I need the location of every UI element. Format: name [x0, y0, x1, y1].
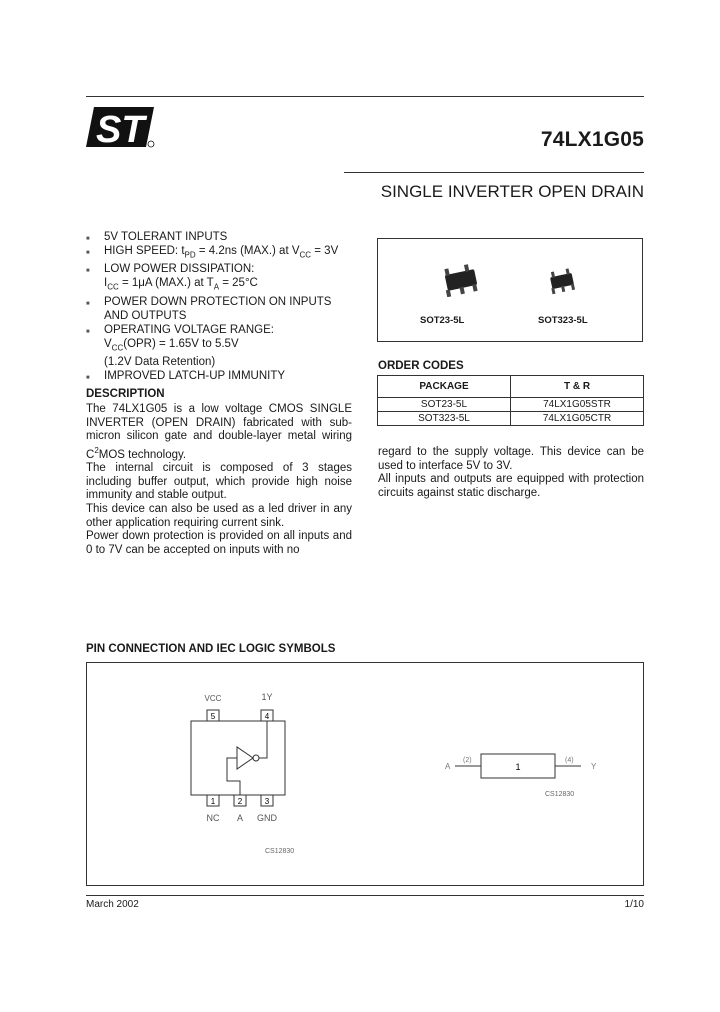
sot323-package-icon: [544, 267, 580, 295]
figure-code: CS12830: [545, 791, 575, 798]
pin-3-number: 3: [264, 797, 270, 806]
ic-body: [191, 721, 285, 795]
iec-box-label: 1: [515, 762, 521, 772]
description-text: The 74LX1G05 is a low voltage CMOS SINGLE INVERTER (OPEN DRAIN) fabricated with sub-micron silicon gate and double-layer metal wiring $C^2MOS$ technology. The internal circuit is composed of 3 stages including buffer output, which provide high noise immunity and stable output. This device can also be used as a led driver in any other application requiring current sink. Power down protection is provided on all inputs and 0 to 7V can be accepted on inputs with no: [86, 403, 352, 556]
table-cell: SOT323-5L: [378, 412, 511, 426]
description-heading: DESCRIPTION: [86, 388, 165, 400]
package-box: [377, 238, 643, 342]
package-label-sot23: SOT23-5L: [420, 315, 465, 326]
column-header-package: PACKAGE: [378, 376, 511, 398]
table-header-row: [378, 376, 644, 398]
table-row: [378, 412, 644, 426]
bullet-icon: ■: [86, 328, 90, 335]
pin-2-number: 2: [237, 797, 243, 806]
y-label: 1Y: [261, 692, 273, 702]
order-codes-heading: ORDER CODES: [378, 360, 464, 372]
vcc-label: VCC: [204, 694, 222, 703]
header-rule: [86, 96, 644, 97]
order-codes-table: [377, 375, 644, 426]
part-number: 74LX1G05: [540, 128, 644, 151]
bullet-icon: ■: [86, 374, 90, 381]
gnd-label: GND: [257, 813, 277, 823]
pin-1-number: 1: [210, 797, 216, 806]
nc-label: NC: [206, 813, 220, 823]
feature-item: ■ IMPROVED LATCH-UP IMMUNITY: [86, 369, 361, 383]
package-label-sot323: SOT323-5L: [538, 315, 588, 326]
pin-connection-box: [86, 662, 644, 886]
document-subtitle: SINGLE INVERTER OPEN DRAIN: [380, 182, 644, 201]
feature-item: ■ 5V TOLERANT INPUTS: [86, 230, 361, 244]
footer-rule: [86, 895, 644, 896]
bullet-icon: ■: [86, 236, 90, 242]
table-cell: 74LX1G05CTR: [511, 412, 644, 426]
table-row: [378, 398, 644, 412]
iec-output-label: Y: [591, 762, 597, 771]
a-label: A: [236, 813, 244, 823]
pin-connection-heading: PIN CONNECTION AND IEC LOGIC SYMBOLS: [86, 643, 336, 655]
page-number: 1/10: [624, 899, 644, 910]
bullet-icon: ■: [86, 268, 90, 275]
feature-list: [86, 230, 361, 383]
logo-text: ST: [96, 109, 145, 151]
feature-item: ■ OPERATING VOLTAGE RANGE: $V_{CC}(OPR) = 1.65V$ to 5.5V (1.2V Data Retention): [86, 323, 274, 368]
pin-5-number: 5: [210, 712, 216, 721]
bullet-icon: ■: [86, 300, 90, 307]
iec-input-pin: (2): [463, 757, 472, 764]
inverter-icon: [237, 747, 253, 769]
feature-item: ■ LOW POWER DISSIPATION: $I_{CC} = 1\mu A$ (MAX.) at $T_A = 25^\circ C$: [86, 263, 258, 292]
pin-diagram: [87, 663, 643, 885]
iec-output-pin: (4): [565, 757, 574, 764]
pin-4-number: 4: [264, 712, 270, 721]
figure-code: CS12830: [265, 848, 295, 855]
iec-input-label: A: [445, 762, 451, 771]
column-header-tr: T & R: [511, 376, 644, 398]
table-cell: SOT23-5L: [378, 398, 511, 412]
sot23-package-icon: [438, 263, 484, 297]
title-rule: [344, 172, 644, 173]
footer-date: March 2002: [86, 899, 139, 910]
table-cell: 74LX1G05STR: [511, 398, 644, 412]
feature-item: ■ HIGH SPEED: $t_{PD} = 4.2ns$ (MAX.) at $V_{CC} = 3V$: [86, 245, 339, 260]
st-logo-icon: [84, 103, 160, 151]
feature-item: ■ POWER DOWN PROTECTION ON INPUTS AND OUTPUTS: [86, 295, 332, 322]
description-continued: regard to the supply voltage. This device can be used to interface 5V to 3V. All inputs and outputs are equipped with protection circuits against static discharge.: [378, 446, 644, 499]
bullet-icon: ■: [86, 250, 90, 256]
